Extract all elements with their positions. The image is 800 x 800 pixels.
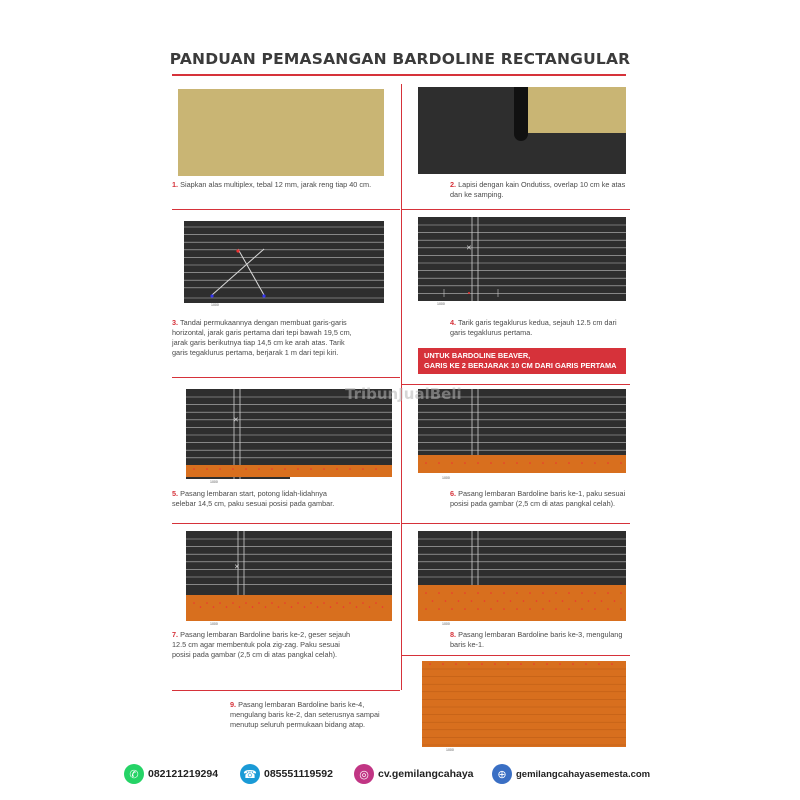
step9-caption: 9. Pasang lembaran Bardoline baris ke-4, mengulang baris ke-2, dan seterusnya sampai menutup seluruh permukaan bidang atap. <box>230 700 380 729</box>
nail-mark <box>317 606 319 608</box>
step8-diagram <box>412 531 626 627</box>
nail-mark <box>245 468 247 470</box>
nail-mark <box>356 606 358 608</box>
nail-mark <box>516 608 518 610</box>
nail-mark <box>555 592 557 594</box>
nail-mark <box>226 606 228 608</box>
nail-mark <box>620 462 622 464</box>
nail-mark <box>219 602 221 604</box>
row-divider <box>172 209 400 210</box>
nail-mark <box>620 592 622 594</box>
nail-mark <box>193 602 195 604</box>
nail-mark <box>375 602 377 604</box>
nail-mark <box>510 600 512 602</box>
row-divider <box>402 209 630 210</box>
nail-mark <box>533 663 535 665</box>
watermark: TribunJualBeli <box>345 385 462 403</box>
nail-mark <box>425 592 427 594</box>
nail-mark <box>542 462 544 464</box>
nail-mark <box>497 600 499 602</box>
nail-mark <box>278 606 280 608</box>
nail-mark <box>451 608 453 610</box>
nail-mark <box>271 602 273 604</box>
nail-mark <box>336 602 338 604</box>
nail-mark <box>375 468 377 470</box>
nail-mark <box>336 468 338 470</box>
phone-icon: ☎ <box>240 764 260 784</box>
nail-mark <box>520 663 522 665</box>
nail-mark <box>607 462 609 464</box>
nail-mark <box>349 602 351 604</box>
svg-text:1000: 1000 <box>437 302 445 305</box>
nail-mark <box>425 462 427 464</box>
nail-mark <box>581 608 583 610</box>
nail-mark <box>232 602 234 604</box>
step9-diagram <box>418 661 626 753</box>
svg-text:1000: 1000 <box>210 480 218 484</box>
nail-mark <box>516 592 518 594</box>
nail-mark <box>477 608 479 610</box>
nail-mark <box>464 592 466 594</box>
svg-text:✕: ✕ <box>466 245 472 252</box>
svg-text:✕: ✕ <box>234 564 240 571</box>
svg-text:1000: 1000 <box>442 476 450 480</box>
nail-mark <box>438 592 440 594</box>
nail-mark <box>271 468 273 470</box>
nail-mark <box>362 602 364 604</box>
nail-mark <box>206 602 208 604</box>
nail-mark <box>494 663 496 665</box>
nail-mark <box>594 592 596 594</box>
nail-mark <box>529 592 531 594</box>
step4-caption: 4. Tarik garis tegaklurus kedua, sejauh 12.5 cm dari garis tegaklurus pertama. <box>450 318 617 337</box>
svg-text:1000: 1000 <box>442 622 450 626</box>
row-divider <box>402 655 630 656</box>
nail-mark <box>503 608 505 610</box>
nail-mark <box>507 663 509 665</box>
nail-mark <box>438 608 440 610</box>
nail-mark <box>620 608 622 610</box>
nail-mark <box>503 592 505 594</box>
contact-website[interactable]: ⊕ gemilangcahayasemesta.com <box>492 762 650 786</box>
nail-mark <box>575 600 577 602</box>
nail-mark <box>568 592 570 594</box>
nail-mark <box>265 606 267 608</box>
nail-mark <box>581 462 583 464</box>
nail-mark <box>559 663 561 665</box>
nail-mark <box>490 592 492 594</box>
nail-mark <box>213 606 215 608</box>
nail-mark <box>432 600 434 602</box>
instagram-icon: ◎ <box>354 764 374 784</box>
nail-mark <box>445 600 447 602</box>
step6-caption: 6. Pasang lembaran Bardoline baris ke-1, paku sesuai posisi pada gambar (2,5 cm di atas pangkal celah). <box>450 489 626 508</box>
nail-mark <box>382 606 384 608</box>
nail-mark <box>349 468 351 470</box>
nail-mark <box>546 663 548 665</box>
whatsapp-icon: ✆ <box>124 764 144 784</box>
nail-mark <box>310 602 312 604</box>
nail-mark <box>464 462 466 464</box>
nail-mark <box>451 462 453 464</box>
nail-mark <box>455 663 457 665</box>
nail-mark <box>588 600 590 602</box>
nail-mark <box>451 592 453 594</box>
nail-mark <box>252 606 254 608</box>
svg-text:✕: ✕ <box>233 417 239 424</box>
nail-mark <box>304 606 306 608</box>
contact-whatsapp[interactable]: ✆ 082121219294 <box>124 762 218 786</box>
nail-mark <box>438 462 440 464</box>
nail-mark <box>568 462 570 464</box>
nail-mark <box>464 608 466 610</box>
nail-mark <box>581 592 583 594</box>
nail-mark <box>536 600 538 602</box>
step3-caption: 3. Tandai permukaannya dengan membuat garis-garis horizontal, jarak garis pertama dari tepi bawah 19,5 cm, jarak garis berikutnya tiap 14,5 cm ke arah atas. Tarik garis tegaklurus pertama, berjarak 1 m dari tepi kiri. <box>172 318 352 357</box>
nail-mark <box>601 600 603 602</box>
nail-mark <box>594 462 596 464</box>
nail-mark <box>232 468 234 470</box>
nail-mark <box>523 600 525 602</box>
nail-mark <box>284 468 286 470</box>
step7-diagram <box>180 531 392 627</box>
nail-mark <box>239 606 241 608</box>
step7-caption: 7. Pasang lembaran Bardoline baris ke-2, geser sejauh 12.5 cm agar membentuk pola zig-zag. Paku sesuai posisi pada gambar (2,5 cm di atas pangkal celah). <box>172 630 351 659</box>
svg-text:1000: 1000 <box>210 622 218 626</box>
nail-mark <box>503 462 505 464</box>
nail-mark <box>468 663 470 665</box>
nail-mark <box>323 468 325 470</box>
step2-felt-image <box>418 87 626 174</box>
nail-mark <box>481 663 483 665</box>
nail-mark <box>310 468 312 470</box>
title-underline <box>172 74 626 76</box>
nail-mark <box>542 608 544 610</box>
nail-mark <box>442 663 444 665</box>
row-divider <box>172 377 400 378</box>
nail-mark <box>542 592 544 594</box>
globe-icon: ⊕ <box>492 764 512 784</box>
contact-phone[interactable]: ☎ 085551119592 <box>240 762 333 786</box>
nail-mark <box>516 462 518 464</box>
nail-mark <box>291 606 293 608</box>
row-divider <box>172 523 400 524</box>
nail-mark <box>297 468 299 470</box>
nail-mark <box>343 606 345 608</box>
nail-mark <box>607 608 609 610</box>
nail-mark <box>555 608 557 610</box>
nail-mark <box>425 608 427 610</box>
nail-mark <box>330 606 332 608</box>
step1-plywood-image <box>178 89 384 176</box>
nail-mark <box>206 468 208 470</box>
nail-mark <box>594 608 596 610</box>
nail-mark <box>614 600 616 602</box>
nail-mark <box>362 468 364 470</box>
step2-caption: 2. Lapisi dengan kain Ondutiss, overlap 10 cm ke atas dan ke samping. <box>450 180 626 199</box>
nail-mark <box>555 462 557 464</box>
nail-mark <box>429 663 431 665</box>
nail-mark <box>323 602 325 604</box>
dimension-label: 1000 <box>211 303 219 307</box>
step1-caption: 1. Siapkan alas multiplex, tebal 12 mm, jarak reng tiap 40 cm. <box>172 180 372 189</box>
nail-mark <box>562 600 564 602</box>
nail-mark <box>572 663 574 665</box>
contact-instagram[interactable]: ◎ cv.gemilangcahaya <box>354 762 474 786</box>
step4-diagram <box>412 217 626 305</box>
nail-mark <box>219 468 221 470</box>
nail-mark <box>258 602 260 604</box>
nail-mark <box>549 600 551 602</box>
nail-mark <box>193 468 195 470</box>
nail-mark <box>284 602 286 604</box>
nail-mark <box>490 608 492 610</box>
step5-caption: 5. Pasang lembaran start, potong lidah-lidahnya selebar 14,5 cm, paku sesuai posisi pada gambar. <box>172 489 335 508</box>
nail-mark <box>477 462 479 464</box>
nail-mark <box>477 592 479 594</box>
nail-mark <box>568 608 570 610</box>
step8-caption: 8. Pasang lembaran Bardoline baris ke-3, mengulang baris ke-1. <box>450 630 623 649</box>
beaver-callout: UNTUK BARDOLINE BEAVER, GARIS KE 2 BERJARAK 10 CM DARI GARIS PERTAMA <box>418 348 626 374</box>
nail-mark <box>490 462 492 464</box>
nail-mark <box>607 592 609 594</box>
nail-mark <box>529 608 531 610</box>
step3-diagram <box>176 219 384 307</box>
nail-mark <box>484 600 486 602</box>
nail-mark <box>297 602 299 604</box>
nail-mark <box>471 600 473 602</box>
nail-mark <box>529 462 531 464</box>
nail-mark <box>611 663 613 665</box>
nail-mark <box>258 468 260 470</box>
nail-mark <box>458 600 460 602</box>
nail-mark <box>200 606 202 608</box>
row-divider <box>402 523 630 524</box>
nail-mark <box>598 663 600 665</box>
row-divider <box>172 690 400 691</box>
page-title: PANDUAN PEMASANGAN BARDOLINE RECTANGULAR <box>169 50 631 68</box>
nail-mark <box>585 663 587 665</box>
nail-mark <box>369 606 371 608</box>
svg-text:1000: 1000 <box>446 748 454 752</box>
step5-diagram <box>180 389 392 485</box>
nail-mark <box>245 602 247 604</box>
